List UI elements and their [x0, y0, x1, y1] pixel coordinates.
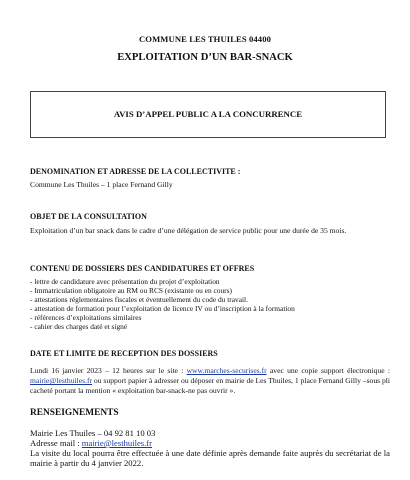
objet-heading: OBJET DE LA CONSULTATION: [30, 212, 147, 221]
notice-title: AVIS D’APPEL PUBLIC A LA CONCURRENCE: [113, 109, 303, 119]
objet-text: Exploitation d’un bar snack dans le cadre d’une délégation de service public pour une durée de 35 mois.: [30, 226, 347, 235]
visit-text: La visite du local pourra être effectuée à une date définie après demande faite auprès du secrétariat de la mairie à partir du 4 janvier 2022.: [30, 448, 390, 469]
list-item: - références d’exploitations similaires: [30, 314, 295, 323]
mail-line: [30, 438, 390, 448]
date-text: [30, 366, 390, 396]
mail-label: Adresse mail :: [30, 438, 82, 448]
phone-line: Mairie Les Thuiles – 04 92 81 10 03: [30, 428, 156, 438]
date-text-part: ou support papier à adresser ou déposer en mairie de Les Thuiles, 1 place Fernand Gilly –sous pli cacheté portant la mention « exploitation bar-snack-ne pas ouvrir ».: [30, 376, 390, 395]
date-text-part: avec une copie support électronique :: [266, 366, 390, 375]
contenu-list: [30, 278, 295, 331]
list-item: - cahier des charges daté et signé: [30, 323, 295, 332]
date-heading: DATE ET LIMITE DE RECEPTION DES DOSSIERS: [30, 349, 218, 358]
list-item: - attestations réglementaires fiscales et éventuellement du code du travail.: [30, 296, 295, 305]
email-link[interactable]: mairie@lesthuiles.fr: [30, 376, 93, 385]
commune-header: COMMUNE LES THUILES 04400: [139, 34, 271, 44]
marches-securises-link[interactable]: www.marches-securises.fr: [186, 366, 267, 375]
denomination-text: Commune Les Thuiles – 1 place Fernand Gilly: [30, 180, 173, 189]
date-text-part: Lundi 16 janvier 2023 – 12 heures sur le site :: [30, 366, 187, 375]
list-item: - lettre de candidature avec présentation du projet d’exploitation: [30, 278, 295, 287]
notice-box: [30, 91, 386, 138]
denomination-heading: DENOMINATION ET ADRESSE DE LA COLLECTIVITE :: [30, 167, 241, 176]
document-subject: EXPLOITATION D’UN BAR-SNACK: [117, 52, 293, 63]
renseignements-heading: RENSEIGNEMENTS: [30, 408, 119, 418]
list-item: - Immatriculation obligatoire au RM ou RCS (existante ou en cours): [30, 287, 295, 296]
email-link[interactable]: mairie@lesthuiles.fr: [81, 438, 152, 448]
contenu-heading: CONTENU DE DOSSIERS DES CANDIDATURES ET OFFRES: [30, 264, 255, 273]
list-item: - attestation de formation pour l’exploitation de licence IV ou d’inscription à la formation: [30, 305, 295, 314]
